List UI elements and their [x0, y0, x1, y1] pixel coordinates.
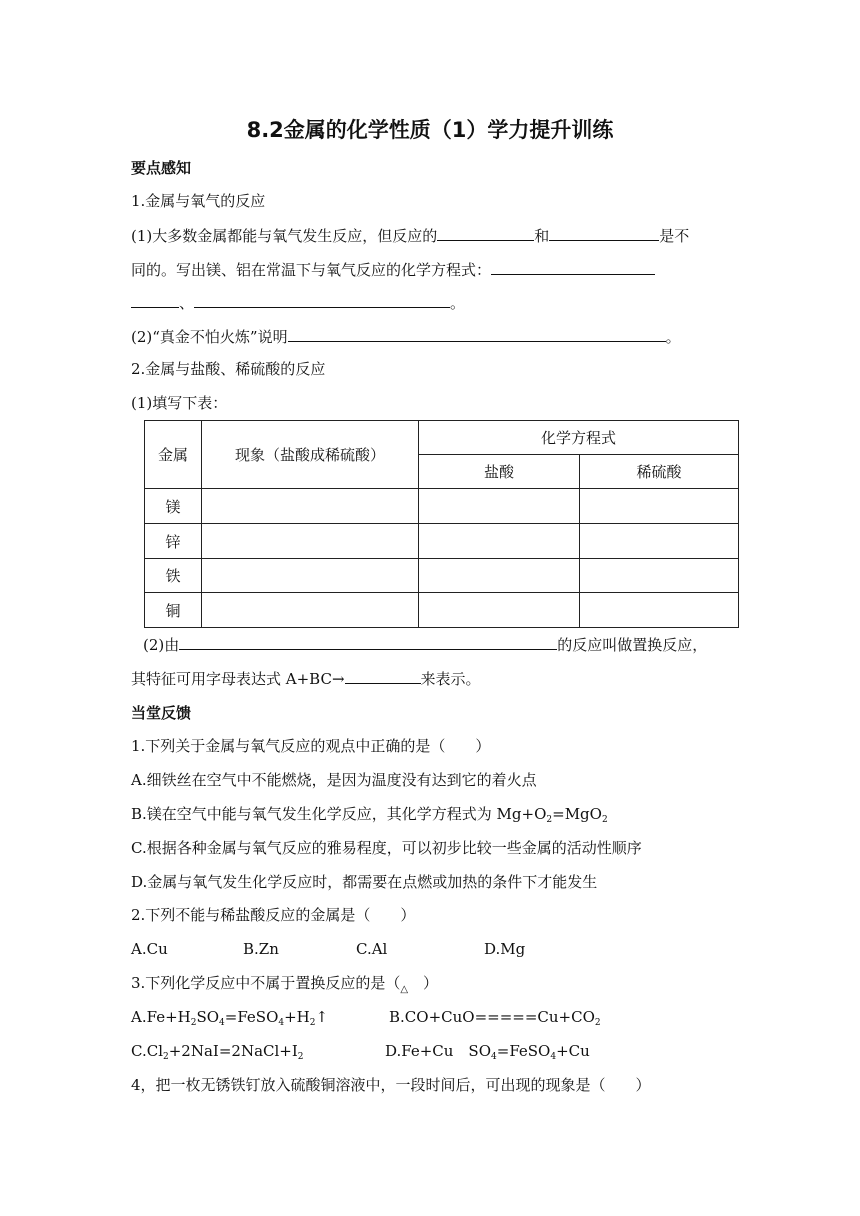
- header-hydrochloric-acid: 盐酸: [419, 455, 580, 489]
- table-intro: (1)填写下表：: [131, 394, 228, 412]
- answer-blank[interactable]: [549, 226, 659, 241]
- answer-cell[interactable]: [202, 559, 419, 593]
- item-oxygen-reaction-title: 1.金属与氧气的反应: [131, 192, 266, 210]
- page-title: 8.2金属的化学性质（1）学力提升训练: [246, 118, 614, 142]
- q3-end: 的反应叫做置换反应，: [557, 636, 708, 654]
- q2-end: 。: [665, 328, 681, 346]
- answer-cell[interactable]: [580, 524, 739, 559]
- q1-text-part1: (1)大多数金属都能与氧气发生反应，但反应的: [131, 227, 438, 245]
- answer-cell[interactable]: [202, 593, 419, 628]
- metal-cell: 镁: [145, 489, 202, 524]
- mc-option[interactable]: D.Fe+Cu $SO_4=FeSO_4+Cu$: [385, 1042, 590, 1062]
- option-text: D.Fe+Cu SO: [385, 1042, 492, 1060]
- answer-cell[interactable]: [580, 593, 739, 628]
- answer-blank[interactable]: [194, 293, 450, 308]
- mc-question-1: 1.下列关于金属与氧气反应的观点中正确的是（ ）: [131, 737, 491, 755]
- metal-cell: 铜: [145, 593, 202, 628]
- mc-question-2: 2.下列不能与稀盐酸反应的金属是（ ）: [131, 906, 416, 924]
- answer-blank[interactable]: [345, 669, 421, 684]
- triangle-icon: △: [400, 984, 409, 995]
- option-text: A.Fe+H: [131, 1008, 191, 1026]
- reaction-table: [144, 420, 739, 628]
- option-text: B.CO+CuO=====Cu+CO: [389, 1008, 595, 1026]
- q1-and: 和: [534, 227, 550, 245]
- mc-option[interactable]: $C.Cl_2+2NaI=2NaCl+I_2$: [131, 1042, 304, 1062]
- question-2-line: [131, 327, 681, 347]
- header-metal: 金属: [145, 421, 202, 489]
- mc-question-4: 4，把一枚无锈铁钉放入硫酸铜溶液中，一段时间后，可出现的现象是（ ）: [131, 1076, 651, 1094]
- answer-cell[interactable]: [419, 524, 580, 559]
- question-3-line-2: [131, 669, 481, 689]
- answer-cell[interactable]: [419, 559, 580, 593]
- answer-cell[interactable]: [580, 559, 739, 593]
- q3-line2-text: 其特征可用字母表达式 A+BC→: [131, 670, 345, 688]
- question-text: ）: [408, 974, 439, 992]
- answer-blank[interactable]: [288, 327, 666, 342]
- mc-option[interactable]: C.Al: [356, 940, 388, 958]
- mc-option[interactable]: D.Mg: [484, 940, 526, 958]
- mc-option[interactable]: $A.Fe+H_2SO_4=FeSO_4+H_2↑$: [131, 1008, 329, 1028]
- answer-cell[interactable]: [202, 524, 419, 559]
- header-phenomenon: 现象（盐酸成稀硫酸）: [202, 421, 419, 489]
- answer-blank[interactable]: [131, 293, 179, 308]
- metal-cell: 铁: [145, 559, 202, 593]
- mc-question-3: [131, 973, 438, 1000]
- question-3-line-1: [143, 635, 707, 655]
- question-1-line-1: [131, 226, 689, 246]
- mc-option[interactable]: D.金属与氧气发生化学反应时，都需要在点燃或加热的条件下才能发生: [131, 873, 598, 891]
- item-acid-reaction-title: 2.金属与盐酸、稀硫酸的反应: [131, 360, 326, 378]
- mc-option[interactable]: $B.CO+CuO=====Cu+CO_2$: [389, 1008, 601, 1028]
- answer-blank[interactable]: [437, 226, 534, 241]
- q1-line2-text: 同的。写出镁、铝在常温下与氧气反应的化学方程式：: [131, 261, 492, 279]
- question-text: 3.下列化学反应中不属于置换反应的是（: [131, 974, 401, 992]
- header-sulfuric-acid: 稀硫酸: [580, 455, 739, 489]
- option-text: C.Cl: [131, 1042, 163, 1060]
- q2-text: (2)“真金不怕火炼”说明: [131, 328, 288, 346]
- mc-option[interactable]: C.根据各种金属与氧气反应的雅易程度，可以初步比较一些金属的活动性顺序: [131, 839, 642, 857]
- header-equation: 化学方程式: [419, 421, 739, 455]
- answer-cell[interactable]: [580, 489, 739, 524]
- answer-blank[interactable]: [179, 635, 557, 650]
- mc-option[interactable]: B.镁在空气中能与氧气发生化学反应，其化学方程式为 $Mg+O_2=MgO_2$: [131, 805, 608, 825]
- q1-text-part2: 是不: [659, 227, 690, 245]
- section-heading-key-points: 要点感知: [131, 159, 192, 177]
- mc-option[interactable]: B.Zn: [243, 940, 279, 958]
- section-heading-feedback: 当堂反馈: [131, 704, 192, 722]
- option-text: =MgO: [552, 805, 602, 823]
- mc-option[interactable]: A.细铁丝在空气中不能燃烧，是因为温度没有达到它的着火点: [131, 771, 537, 789]
- mc-option[interactable]: A.Cu: [131, 940, 168, 958]
- question-1-line-2: [131, 260, 655, 280]
- q3-line2-end: 来表示。: [420, 670, 481, 688]
- answer-cell[interactable]: [419, 593, 580, 628]
- q1-end: 。: [450, 294, 466, 312]
- metal-cell: 锌: [145, 524, 202, 559]
- question-1-line-3: [131, 293, 465, 313]
- answer-cell[interactable]: [202, 489, 419, 524]
- option-text: B.镁在空气中能与氧气发生化学反应，其化学方程式为 Mg+O: [131, 805, 547, 823]
- answer-cell[interactable]: [419, 489, 580, 524]
- q3-text: (2)由: [143, 636, 180, 654]
- q1-separator: 、: [179, 294, 195, 312]
- answer-blank[interactable]: [491, 260, 655, 275]
